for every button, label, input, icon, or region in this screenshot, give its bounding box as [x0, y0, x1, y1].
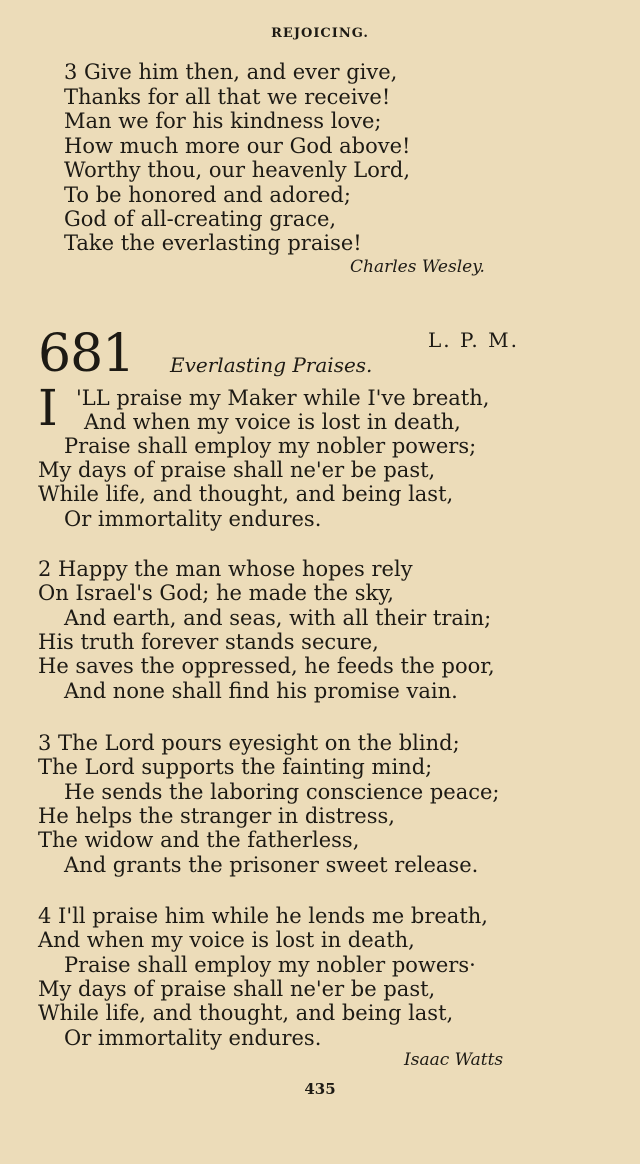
verse-line: And none shall find his promise vain.: [64, 679, 458, 703]
running-head: REJOICING.: [271, 26, 369, 41]
verse-line: Thanks for all that we receive!: [64, 85, 391, 109]
hymn-meter: L. P. M.: [428, 328, 519, 352]
verse-line: Praise shall employ my nobler powers;: [64, 434, 477, 458]
verse-line: While life, and thought, and being last,: [38, 482, 454, 506]
verse-line: And when my voice is lost in death,: [84, 410, 461, 434]
author-attribution: Isaac Watts: [404, 1050, 504, 1070]
hymn-title: Everlasting Praises.: [170, 353, 373, 377]
verse-line: The Lord supports the fainting mind;: [38, 755, 433, 779]
author-attribution: Charles Wesley.: [350, 257, 485, 277]
verse-line: On Israel's God; he made the sky,: [38, 581, 394, 605]
verse-line: How much more our God above!: [64, 134, 411, 158]
verse-line: And when my voice is lost in death,: [38, 928, 415, 952]
verse-line: 3 Give him then, and ever give,: [64, 60, 398, 84]
verse-line: And grants the prisoner sweet release.: [64, 853, 479, 877]
verse-line: My days of praise shall ne'er be past,: [38, 458, 436, 482]
verse-line: To be honored and adored;: [64, 183, 351, 207]
verse-line: While life, and thought, and being last,: [38, 1001, 454, 1025]
verse-line: Or immortality endures.: [64, 1026, 322, 1050]
verse-line: God of all-creating grace,: [64, 207, 337, 231]
verse-line: He helps the stranger in distress,: [38, 804, 395, 828]
verse-line: Worthy thou, our heavenly Lord,: [64, 158, 410, 182]
verse-line: His truth forever stands secure,: [38, 630, 379, 654]
verse-line: 'LL praise my Maker while I've breath,: [76, 386, 490, 410]
verse-line: My days of praise shall ne'er be past,: [38, 977, 436, 1001]
verse-line: Man we for his kindness love;: [64, 109, 382, 133]
page-number: 435: [304, 1080, 336, 1098]
verse-line: Praise shall employ my nobler powers·: [64, 953, 476, 977]
verse-line: 4 I'll praise him while he lends me breath,: [38, 904, 488, 928]
verse-line: And earth, and seas, with all their train;: [64, 606, 492, 630]
verse-line: Or immortality endures.: [64, 507, 322, 531]
verse-line: He sends the laboring conscience peace;: [64, 780, 500, 804]
verse-line: The widow and the fatherless,: [38, 828, 360, 852]
verse-line: He saves the oppressed, he feeds the poor,: [38, 654, 495, 678]
verse-line: 3 The Lord pours eyesight on the blind;: [38, 731, 460, 755]
drop-cap: I: [38, 379, 58, 437]
verse-line: Take the everlasting praise!: [64, 231, 362, 255]
verse-line: 2 Happy the man whose hopes rely: [38, 557, 413, 581]
hymn-number: 681: [38, 324, 135, 384]
